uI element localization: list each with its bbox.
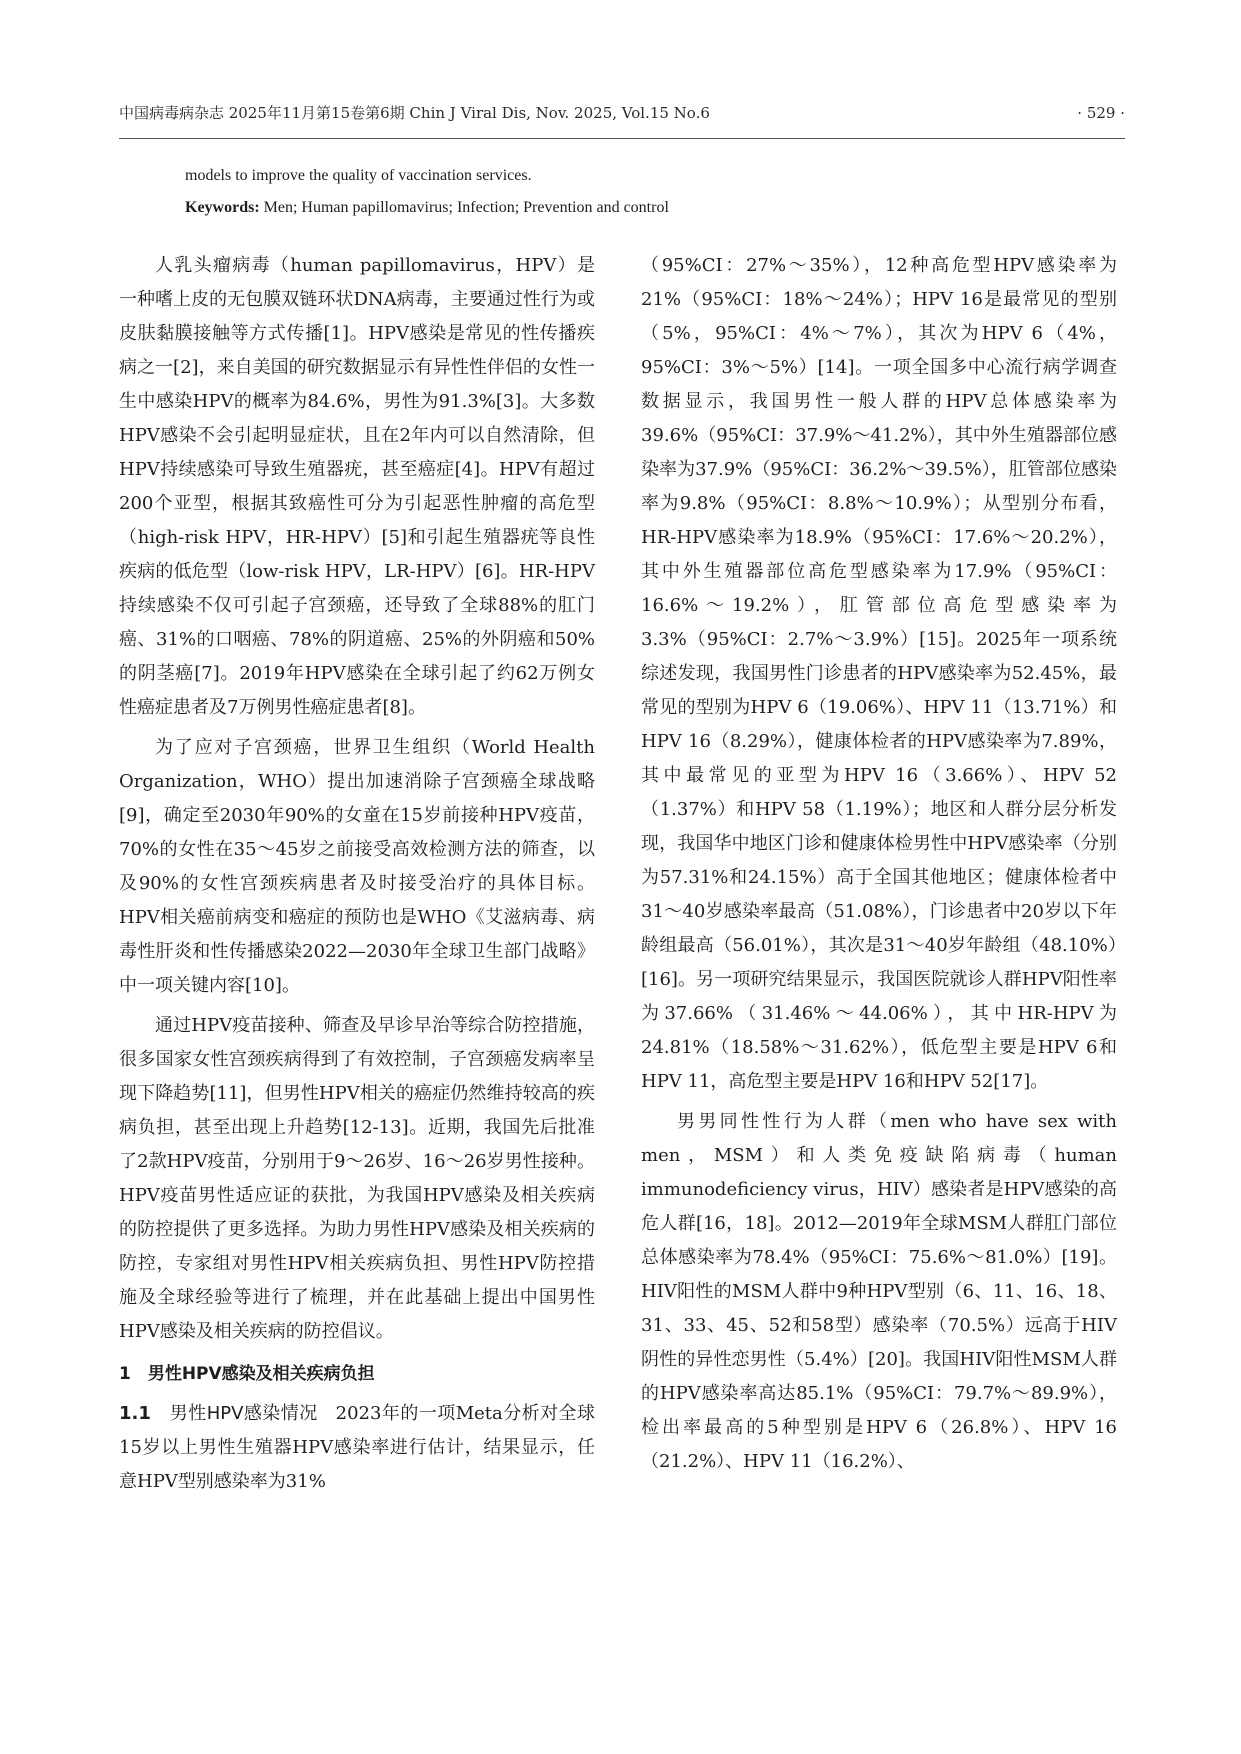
subsection-number: 1.1 bbox=[119, 1403, 151, 1424]
running-title: 中国病毒病杂志 2025年11月第15卷第6期 Chin J Viral Dis, Nov. 2025, Vol.15 No.6 bbox=[119, 104, 710, 122]
running-head bbox=[119, 101, 1125, 125]
right-column bbox=[641, 249, 1117, 1479]
left-column bbox=[119, 249, 595, 1499]
page-number: · 529 · bbox=[1077, 104, 1125, 122]
intro-paragraph-2: 为了应对子宫颈癌，世界卫生组织（World Health Organization，WHO）提出加速消除子宫颈癌全球战略[9]，确定至2030年90%的女童在15岁前接种HPV疫苗，70%的女性在35～45岁之前接受高效检测方法的筛查，以及90%的女性宫颈疾病患者及时接受治疗的具体目标。HPV相关癌前病变和癌症的预防也是WHO《艾滋病毒、病毒性肝炎和性传播感染2022—2030年全球卫生部门战略》中一项关键内容[10]。 bbox=[119, 737, 595, 996]
abstract-last-line: models to improve the quality of vaccination services. bbox=[185, 167, 532, 184]
keywords-line bbox=[185, 192, 1085, 224]
subsection-paragraph bbox=[119, 1397, 595, 1499]
right-paragraph-2: 男男同性性行为人群（men who have sex with men，MSM）和人类免疫缺陷病毒（human immunodeficiency virus，HIV）感染者是HPV感染的高危人群[16，18]。2012—2019年全球MSM人群肛门部位总体感染率为78.4%（95%CI：75.6%～81.0%）[19]。HIV阳性的MSM人群中9种HPV型别（6、11、16、18、31、33、45、52和58型）感染率（70.5%）远高于HIV阴性的异性恋男性（5.4%）[20]。我国HIV阳性MSM人群的HPV感染率高达85.1%（95%CI：79.7%～89.9%），检出率最高的5种型别是HPV 6（26.8%）、HPV 16（21.2%）、HPV 11（16.2%）、 bbox=[641, 1111, 1117, 1472]
intro-paragraph-1: 人乳头瘤病毒（human papillomavirus，HPV）是一种嗜上皮的无包膜双链环状DNA病毒，主要通过性行为或皮肤黏膜接触等方式传播[1]。HPV感染是常见的性传播疾病之一[2]，来自美国的研究数据显示有异性性伴侣的女性一生中感染HPV的概率为84.6%，男性为91.3%[3]。大多数HPV感染不会引起明显症状，且在2年内可以自然清除，但HPV持续感染可导致生殖器疣，甚至癌症[4]。HPV有超过200个亚型，根据其致癌性可分为引起恶性肿瘤的高危型（high-risk HPV，HR-HPV）[5]和引起生殖器疣等良性疾病的低危型（low-risk HPV，LR-HPV）[6]。HR-HPV持续感染不仅可引起子宫颈癌，还导致了全球88%的肛门癌、31%的口咽癌、78%的阴道癌、25%的外阴癌和50%的阴茎癌[7]。2019年HPV感染在全球引起了约62万例女性癌症患者及7万例男性癌症患者[8]。 bbox=[119, 255, 595, 718]
section-heading-1: 1 男性HPV感染及相关疾病负担 bbox=[119, 1364, 375, 1384]
keywords-label: Keywords: bbox=[185, 199, 260, 216]
abstract-tail bbox=[185, 160, 1085, 224]
subsection-title: 男性HPV感染情况 bbox=[169, 1403, 318, 1424]
header-rule bbox=[119, 138, 1125, 139]
keywords-text: Men; Human papillomavirus; Infection; Prevention and control bbox=[263, 199, 669, 216]
subsection-body: 2023年的一项Meta分析对全球15岁以上男性生殖器HPV感染率进行估计，结果显示，任意HPV型别感染率为31% bbox=[119, 1403, 596, 1492]
intro-paragraph-3: 通过HPV疫苗接种、筛查及早诊早治等综合防控措施，很多国家女性宫颈疾病得到了有效控制，子宫颈癌发病率呈现下降趋势[11]，但男性HPV相关的癌症仍然维持较高的疾病负担，甚至出现上升趋势[12-13]。近期，我国先后批准了2款HPV疫苗，分别用于9～26岁、16～26岁男性接种。HPV疫苗男性适应证的获批，为我国HPV感染及相关疾病的防控提供了更多选择。为助力男性HPV感染及相关疾病的防控，专家组对男性HPV相关疾病负担、男性HPV防控措施及全球经验等进行了梳理，并在此基础上提出中国男性HPV感染及相关疾病的防控倡议。 bbox=[119, 1015, 595, 1342]
right-paragraph-1: （95%CI：27%～35%），12种高危型HPV感染率为21%（95%CI：18%～24%）；HPV 16是最常见的型别（5%，95%CI：4%～7%），其次为HPV 6（4%，95%CI：3%～5%）[14]。一项全国多中心流行病学调查数据显示，我国男性一般人群的HPV总体感染率为39.6%（95%CI：37.9%～41.2%），其中外生殖器部位感染率为37.9%（95%CI：36.2%～39.5%），肛管部位感染率为9.8%（95%CI：8.8%～10.9%）；从型别分布看，HR-HPV感染率为18.9%（95%CI：17.6%～20.2%），其中外生殖器部位高危型感染率为17.9%（95%CI：16.6%～19.2%），肛管部位高危型感染率为3.3%（95%CI：2.7%～3.9%）[15]。2025年一项系统综述发现，我国男性门诊患者的HPV感染率为52.45%，最常见的型别为HPV 6（19.06%）、HPV 11（13.71%）和HPV 16（8.29%），健康体检者的HPV感染率为7.89%，其中最常见的亚型为HPV 16（3.66%）、HPV 52（1.37%）和HPV 58（1.19%）；地区和人群分层分析发现，我国华中地区门诊和健康体检男性中HPV感染率（分别为57.31%和24.15%）高于全国其他地区；健康体检者中31～40岁感染率最高（51.08%），门诊患者中20岁以下年龄组最高（56.01%），其次是31～40岁年龄组（48.10%）[16]。另一项研究结果显示，我国医院就诊人群HPV阳性率为37.66%（31.46%～44.06%），其中HR-HPV为24.81%（18.58%～31.62%），低危型主要是HPV 6和HPV 11，高危型主要是HPV 16和HPV 52[17]。 bbox=[641, 255, 1117, 1092]
